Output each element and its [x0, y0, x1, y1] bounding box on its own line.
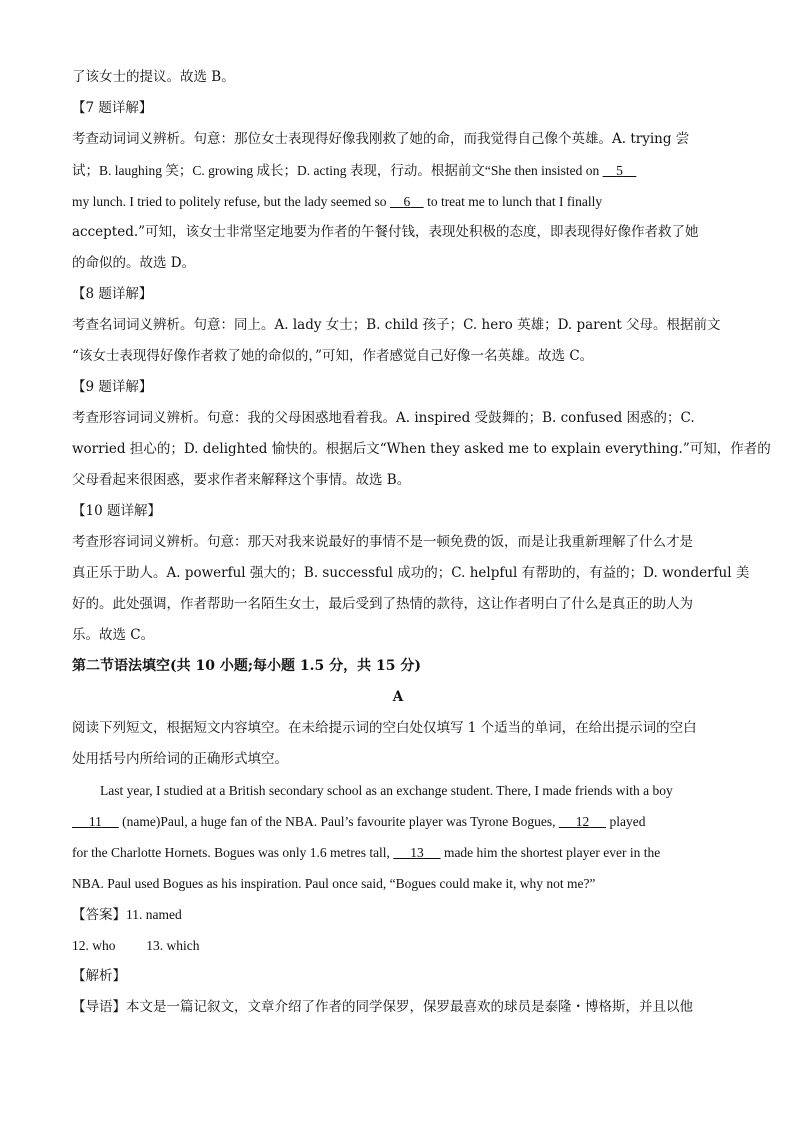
- text-line: worried 担心的；D. delighted 愉快的。根据后文“When they asked me to explain everything.”可知，作者的: [72, 441, 771, 457]
- passage-line: [72, 806, 724, 837]
- text-line: 【导语】本文是一篇记叙文，文章介绍了作者的同学保罗，保罗最喜欢的球员是泰隆・博格斯，并且以他: [72, 999, 693, 1015]
- question-10-heading: 【10 题详解】: [72, 503, 161, 519]
- blank-number: 12: [575, 814, 590, 829]
- text-line: 考查形容词词义辨析。句意：那天对我来说最好的事情不是一顿免费的饭，而是让我重新理解了什么才是: [72, 534, 693, 550]
- text-line: 好的。此处强调，作者帮助一名陌生女士，最后受到了热情的款待，这让作者明白了什么是真正的助人为: [72, 596, 693, 612]
- text-segment: played: [609, 814, 646, 829]
- blank-number: 13: [410, 845, 424, 860]
- answer-value: 11. named: [126, 907, 182, 922]
- text-segment: (name)Paul, a huge fan of the NBA. Paul’s favourite player was Tyrone Bogues,: [122, 814, 556, 829]
- blank-11: [72, 814, 119, 829]
- text-line: accepted.”可知，该女士非常坚定地要为作者的午餐付钱，表现处积极的态度，即表现得好像作者救了她: [72, 224, 699, 240]
- text-line: “该女士表现得好像作者救了她的命似的，”可知，作者感觉自己好像一名英雄。故选 C。: [72, 348, 594, 364]
- text-segment: 试；B. laughing 笑；C. growing 成长；D. acting 表现，行动。根据前文“She then insisted on: [72, 163, 600, 178]
- question-9-heading: 【9 题详解】: [72, 379, 153, 395]
- answer-value: 13. which: [146, 938, 200, 953]
- text-line: 考查名词词义辨析。句意：同上。A. lady 女士；B. child 孩子；C. hero 英雄；D. parent 父母。根据前文: [72, 317, 721, 333]
- blank-number: 5: [616, 163, 623, 178]
- blank-6: [390, 194, 424, 209]
- text-line: 乐。故选 C。: [72, 627, 155, 643]
- text-line: 真正乐于助人。A. powerful 强大的；B. successful 成功的；C. helpful 有帮助的，有益的；D. wonderful 美: [72, 565, 750, 581]
- text-segment: my lunch. I tried to politely refuse, but the lady seemed so: [72, 194, 387, 209]
- passage-line: NBA. Paul used Bogues as his inspiration. Paul once said, “Bogues could make it, why not me?”: [72, 876, 596, 891]
- text-line: 考查形容词词义辨析。句意：我的父母困惑地看着我。A. inspired 受鼓舞的；B. confused 困惑的；C.: [72, 410, 695, 426]
- text-segment: for the Charlotte Hornets. Bogues was only 1.6 metres tall,: [72, 845, 390, 860]
- document-page: [72, 62, 771, 1023]
- question-7-heading: 【7 题详解】: [72, 100, 153, 116]
- answer-value: 12. who: [72, 938, 116, 953]
- blank-5: [603, 163, 637, 178]
- blank-number: 6: [403, 194, 411, 209]
- text-line: 的命似的。故选 D。: [72, 255, 196, 271]
- text-line: [72, 186, 724, 217]
- passage-line: [72, 837, 724, 868]
- blank-12: [559, 814, 606, 829]
- instruction-line: 阅读下列短文，根据短文内容填空。在未给提示词的空白处仅填写 1 个适当的单词，在给出提示词的空白: [72, 720, 697, 736]
- text-segment: made him the shortest player ever in the: [443, 845, 661, 860]
- text-line: 父母看起来很困惑，要求作者来解释这个事情。故选 B。: [72, 472, 411, 488]
- blank-13: [393, 845, 440, 860]
- text-line: 了该女士的提议。故选 B。: [72, 69, 235, 85]
- answer-line: [72, 930, 724, 961]
- blank-number: 11: [88, 814, 102, 829]
- passage-label: A: [392, 689, 404, 705]
- instruction-line: 处用括号内所给词的正确形式填空。: [72, 751, 288, 767]
- answer-label: 【答案】: [72, 907, 126, 923]
- passage-line: Last year, I studied at a British secondary school as an exchange student. There, I made friends with a boy: [100, 783, 673, 798]
- text-line: [72, 155, 724, 186]
- text-line: 考查动词词义辨析。句意：那位女士表现得好像我刚救了她的命，而我觉得自己像个英雄。A. trying 尝: [72, 131, 690, 147]
- section-title: 第二节语法填空(共 10 小题;每小题 1.5 分，共 15 分): [72, 658, 421, 674]
- analysis-label: 【解析】: [72, 968, 126, 984]
- answer-line: [72, 899, 724, 930]
- question-8-heading: 【8 题详解】: [72, 286, 153, 302]
- text-segment: to treat me to lunch that I finally: [427, 194, 603, 209]
